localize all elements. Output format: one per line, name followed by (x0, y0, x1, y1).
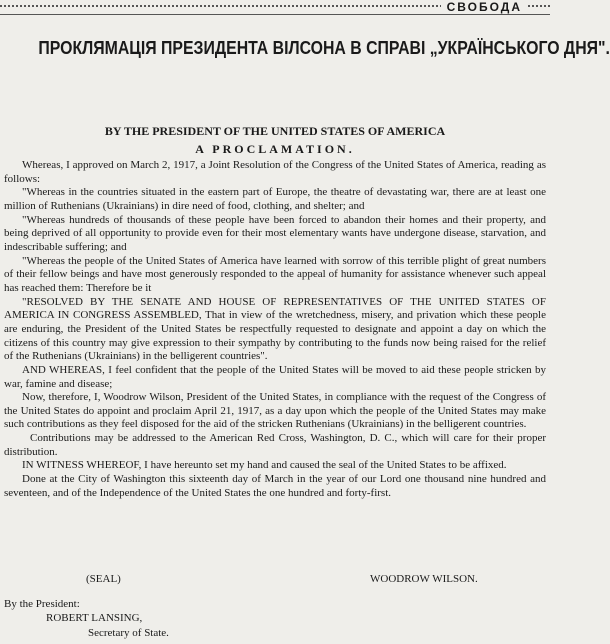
seal-label: (SEAL) (86, 573, 121, 585)
signer-name: WOODROW WILSON. (370, 573, 478, 585)
paragraph-and-whereas: AND WHEREAS, I feel confident that the people of the United States will be moved to aid these people stricken by war, famine and disease; (4, 363, 546, 390)
newspaper-name: СВОБОДА (441, 0, 528, 14)
paragraph-contributions: Contributions may be addressed to the American Red Cross, Washington, D. C., which will care for their proper distribution. (4, 432, 546, 458)
paragraph-resolved: "RESOLVED BY THE SENATE AND HOUSE OF REPRESENTATIVES OF THE UNITED STATES OF AMERICA IN CONGRESS ASSEMBLED, That in view of the wretchedness, misery, and privation which these people are enduring, the President of the United States be respectfully requested to designate and appoint a day on which the citizens of this country may give expression to their sympathy by contributing to the funds now being raised for the relief of the Ruthenians (Ukrainians) in the belligerent countries". (4, 295, 546, 363)
paragraph-whereas-hundreds: "Whereas hundreds of thousands of these people have been forced to abandon their homes and their property, and being deprived of all opportunity to provide even for their most elementary wants have undergone disease, starvation, and indescribable suffering; and (4, 213, 546, 253)
secretary-title: Secretary of State. (88, 627, 169, 639)
secretary-name: ROBERT LANSING, (46, 612, 143, 624)
paragraph-witness: IN WITNESS WHEREOF, I have hereunto set my hand and caused the seal of the United States to be affixed. (22, 459, 507, 472)
proclamation-title: A PROCLAMATION. (195, 142, 355, 156)
proclamation-body (4, 159, 546, 500)
paragraph-whereas-countries: "Whereas in the countries situated in the eastern part of Europe, the theatre of devastating war, there are at least one million of Ruthenians (Ukrainians) in dire need of food, clothing, and shelter; and (4, 186, 546, 212)
byline: BY THE PRESIDENT OF THE UNITED STATES OF AMERICA (104, 124, 446, 138)
headline: ПРОКЛЯМАЦІЯ ПРЕЗИДЕНТА ВІЛСОНА В СПРАВІ „УКРАЇНСЬКОГО ДНЯ". (38, 38, 610, 58)
signature-line (0, 572, 550, 586)
paragraph-approval: Whereas, I approved on March 2, 1917, a Joint Resolution of the Congress of the United States of America, reading as follows: (4, 159, 546, 185)
paragraph-whereas-people: "Whereas the people of the United States of America have learned with sorrow of this terrible plight of great numbers of their fellow beings and have most generously responded to the appeal of humanity for assistance whenever such appeal has reached them: Therefore be it (4, 254, 546, 294)
by-president-label: By the President: (4, 598, 80, 610)
paragraph-done-at: Done at the City of Washington this sixteenth day of March in the year of our Lord one thousand nine hundred and seventeen, and of the Independence of the United States the one hundred and forty-first. (4, 473, 546, 499)
masthead (0, 0, 550, 15)
paragraph-now-therefore: Now, therefore, I, Woodrow Wilson, President of the United States, in compliance with the request of the Congress of the United States do appoint and proclaim April 21, 1917, as a day upon which the people of the United States may make such contributions as they feel disposed for the aid of the stricken Ruthenians (Ukrainians) in the belligerent countries. (4, 391, 546, 431)
